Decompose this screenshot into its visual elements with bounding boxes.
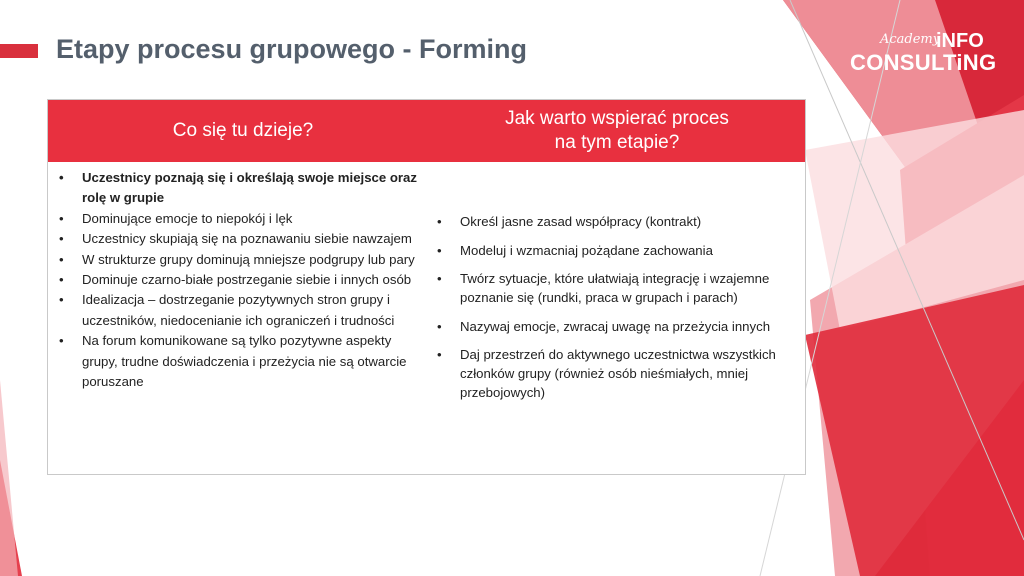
list-item: • Nazywaj emocje, zwracaj uwagę na przeżycia innych xyxy=(437,318,771,334)
how-to-support-list xyxy=(432,212,802,412)
bullet-icon: • xyxy=(59,272,64,288)
logo-consulting-text: CONSULTiNG xyxy=(850,50,997,75)
list-item: • W strukturze grupy dominują mniejsze podgrupy lub pary xyxy=(54,250,426,270)
bullet-icon: • xyxy=(59,170,64,185)
bullet-icon: • xyxy=(437,242,442,258)
logo-info-text: iNFO xyxy=(936,30,984,52)
logo-academy-text: Academy xyxy=(880,32,941,47)
list-item: • Określ jasne zasad współpracy (kontrakt) xyxy=(437,214,702,229)
bullet-icon: • xyxy=(437,214,442,229)
bullet-icon: • xyxy=(59,292,64,308)
header-what-happens: Co się tu dzieje? xyxy=(172,120,314,141)
bullet-icon: • xyxy=(59,251,64,267)
list-item: • Dominuje czarno-białe postrzeganie siebie i innych osób xyxy=(54,270,426,290)
bullet-icon: • xyxy=(437,318,442,334)
list-item: • Modeluj i wzmacniaj pożądane zachowania xyxy=(437,242,713,258)
title-accent-bar xyxy=(0,44,38,58)
header-how-to-support: Jak warto wspierać proces na tym etapie? xyxy=(505,108,729,153)
bullet-icon: • xyxy=(437,347,442,362)
table-header xyxy=(48,100,805,162)
bullet-icon: • xyxy=(59,231,64,247)
company-logo xyxy=(850,30,995,80)
list-item: • Twórz sytuacje, które ułatwiają integrację i wzajemne poznanie się (rundki, praca w grupach i parach) xyxy=(437,271,770,305)
content-table xyxy=(47,99,806,475)
what-happens-list xyxy=(54,168,426,392)
list-item: • Idealizacja – dostrzeganie pozytywnych stron grupy i uczestników, niedocenianie ich ograniczeń i trudności xyxy=(59,292,395,328)
list-item: • Na forum komunikowane są tylko pozytywne aspekty grupy, trudne doświadczenia i przeżycia nie są otwarcie poruszane xyxy=(59,333,407,390)
bullet-icon: • xyxy=(59,210,64,226)
bullet-icon: • xyxy=(437,271,442,286)
list-item: • Daj przestrzeń do aktywnego uczestnictwa wszystkich członków grupy (również osób nieśmiałych, mniej przebojowych) xyxy=(437,347,776,400)
page-title: Etapy procesu grupowego - Forming xyxy=(56,34,528,64)
list-item: • Uczestnicy skupiają się na poznawaniu siebie nawzajem xyxy=(54,229,426,249)
list-item: • Dominujące emocje to niepokój i lęk xyxy=(54,209,426,229)
list-item: • Uczestnicy poznają się i określają swoje miejsce oraz rolę w grupie xyxy=(59,170,417,206)
bullet-icon: • xyxy=(59,333,64,349)
